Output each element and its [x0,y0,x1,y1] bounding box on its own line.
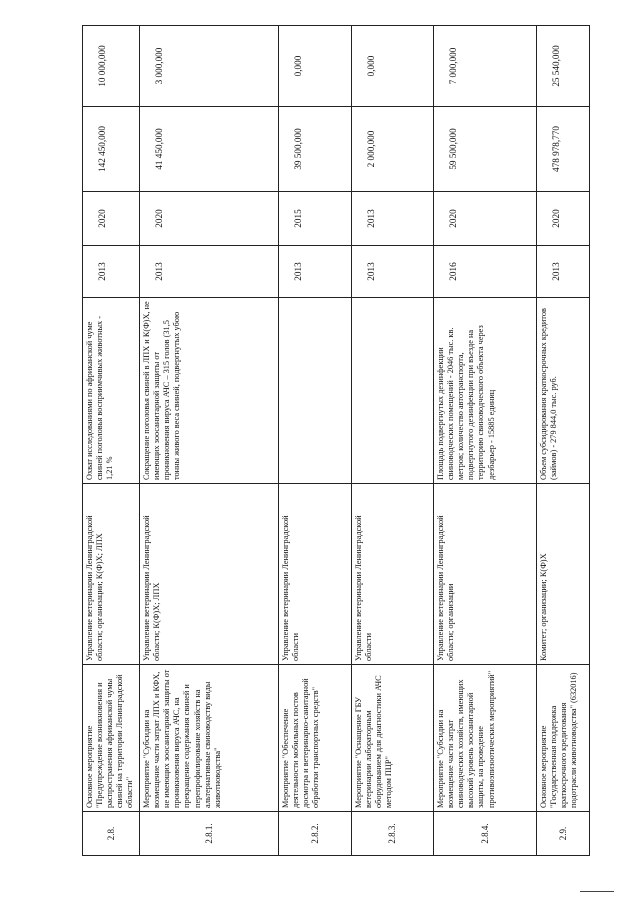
program-table [82,25,590,856]
start-year: 2013 [140,246,279,298]
end-year: 2020 [434,192,537,246]
total-amount: 59 500,000 [434,107,537,192]
table-row [352,26,434,856]
measure-name: Мероприятие "Субсидии на возмещение части затрат свиноводческих хозяйств, имеющих высокий уровень зоосанитарной защиты, на проведение противоэпизоотических мероприятий" [434,665,537,812]
start-year: 2013 [537,246,590,298]
measure-name: Основное мероприятие "Государственная поддержка краткосрочного кредитования подотрасли животноводства" (632016) [537,665,590,812]
row-number: 2.8.4. [434,812,537,856]
table-row [537,26,590,856]
start-year: 2016 [434,246,537,298]
executor-cell: Управление ветеринарии Ленинградской области [279,484,352,665]
program-table-rotated [82,26,589,856]
row-number: 2.8.1. [140,812,279,856]
table-row [83,26,140,856]
start-year: 2013 [352,246,434,298]
measure-name: Мероприятие "Обеспечение деятельности мобильных постов досмотра и ветеринарно-санитарной обработки транспортных средств" [279,665,352,812]
measure-name: Основное мероприятие "Предупреждение возникновения и распространения африканской чумы свиней на территории Ленинградской области" [83,665,140,812]
end-year: 2015 [279,192,352,246]
indicator-cell: Охват исследованиями по африканской чуме свиней поголовья восприимчивых животных - 1,21 % [83,298,140,484]
executor-cell: Управление ветеринарии Ленинградской области; организации; К(Ф)Х; ЛПХ [83,484,140,665]
indicator-cell: Сокращение поголовья свиней в ЛПХ и К(Ф)Х, не имеющих зоосанитарной защиты от проникновения вируса АЧС – 315 голов (31,5 тонны живого веса свиней, подвергнутых убою [140,298,279,484]
row-number: 2.8.3. [352,812,434,856]
measure-name: Мероприятие "Оснащение ГБУ ветеринарии лабораторным оборудованием для диагностики АЧС методом ПЦР" [352,665,434,812]
executor-cell: Управление ветеринарии Ленинградской области; организации [434,484,537,665]
measure-name: Мероприятие "Субсидии на возмещение части затрат ЛПХ и КФХ, не имеющих зоосанитарной защиты от проникновения вируса АЧС, на прекращение содержания свиней и перепрофилирование хозяйств на альтернативные свиноводству виды животноводства" [140,665,279,812]
total-amount: 2 000,000 [352,107,434,192]
end-year: 2020 [140,192,279,246]
indicator-cell [352,298,434,484]
year-amount: 7 000,000 [434,26,537,107]
year-amount: 10 000,000 [83,26,140,107]
table-row [140,26,279,856]
end-year: 2020 [83,192,140,246]
row-number: 2.8. [83,812,140,856]
start-year: 2013 [279,246,352,298]
executor-cell: Управление ветеринарии Ленинградской области; К(Ф)Х; ЛПХ [140,484,279,665]
total-amount: 39 500,000 [279,107,352,192]
year-amount: 25 540,000 [537,26,590,107]
indicator-cell [279,298,352,484]
year-amount: 3 000,000 [140,26,279,107]
total-amount: 478 978,770 [537,107,590,192]
executor-cell: Управление ветеринарии Ленинградской области [352,484,434,665]
indicator-cell: Площадь подвергнутых дезинфекции свиноводческих помещений - 2046 тыс. кв. метров; количество автотранспорта, подвергнутого дезинфекции при въезде на территорию свиноводческого объекта через дезбарьер - 15885 единиц [434,298,537,484]
year-amount: 0,000 [279,26,352,107]
row-number: 2.8.2. [279,812,352,856]
row-number: 2.9. [537,812,590,856]
indicator-cell: Объем субсидирования краткосрочных кредитов (займов) - 279 844,0 тыс. руб. [537,298,590,484]
year-amount: 0,000 [352,26,434,107]
total-amount: 142 450,000 [83,107,140,192]
table-row [279,26,352,856]
start-year: 2013 [83,246,140,298]
table-row [434,26,537,856]
executor-cell: Комитет; организации; К(Ф)Х [537,484,590,665]
end-year: 2020 [537,192,590,246]
end-year: 2013 [352,192,434,246]
total-amount: 41 450,000 [140,107,279,192]
page-edge-mark [580,891,614,892]
